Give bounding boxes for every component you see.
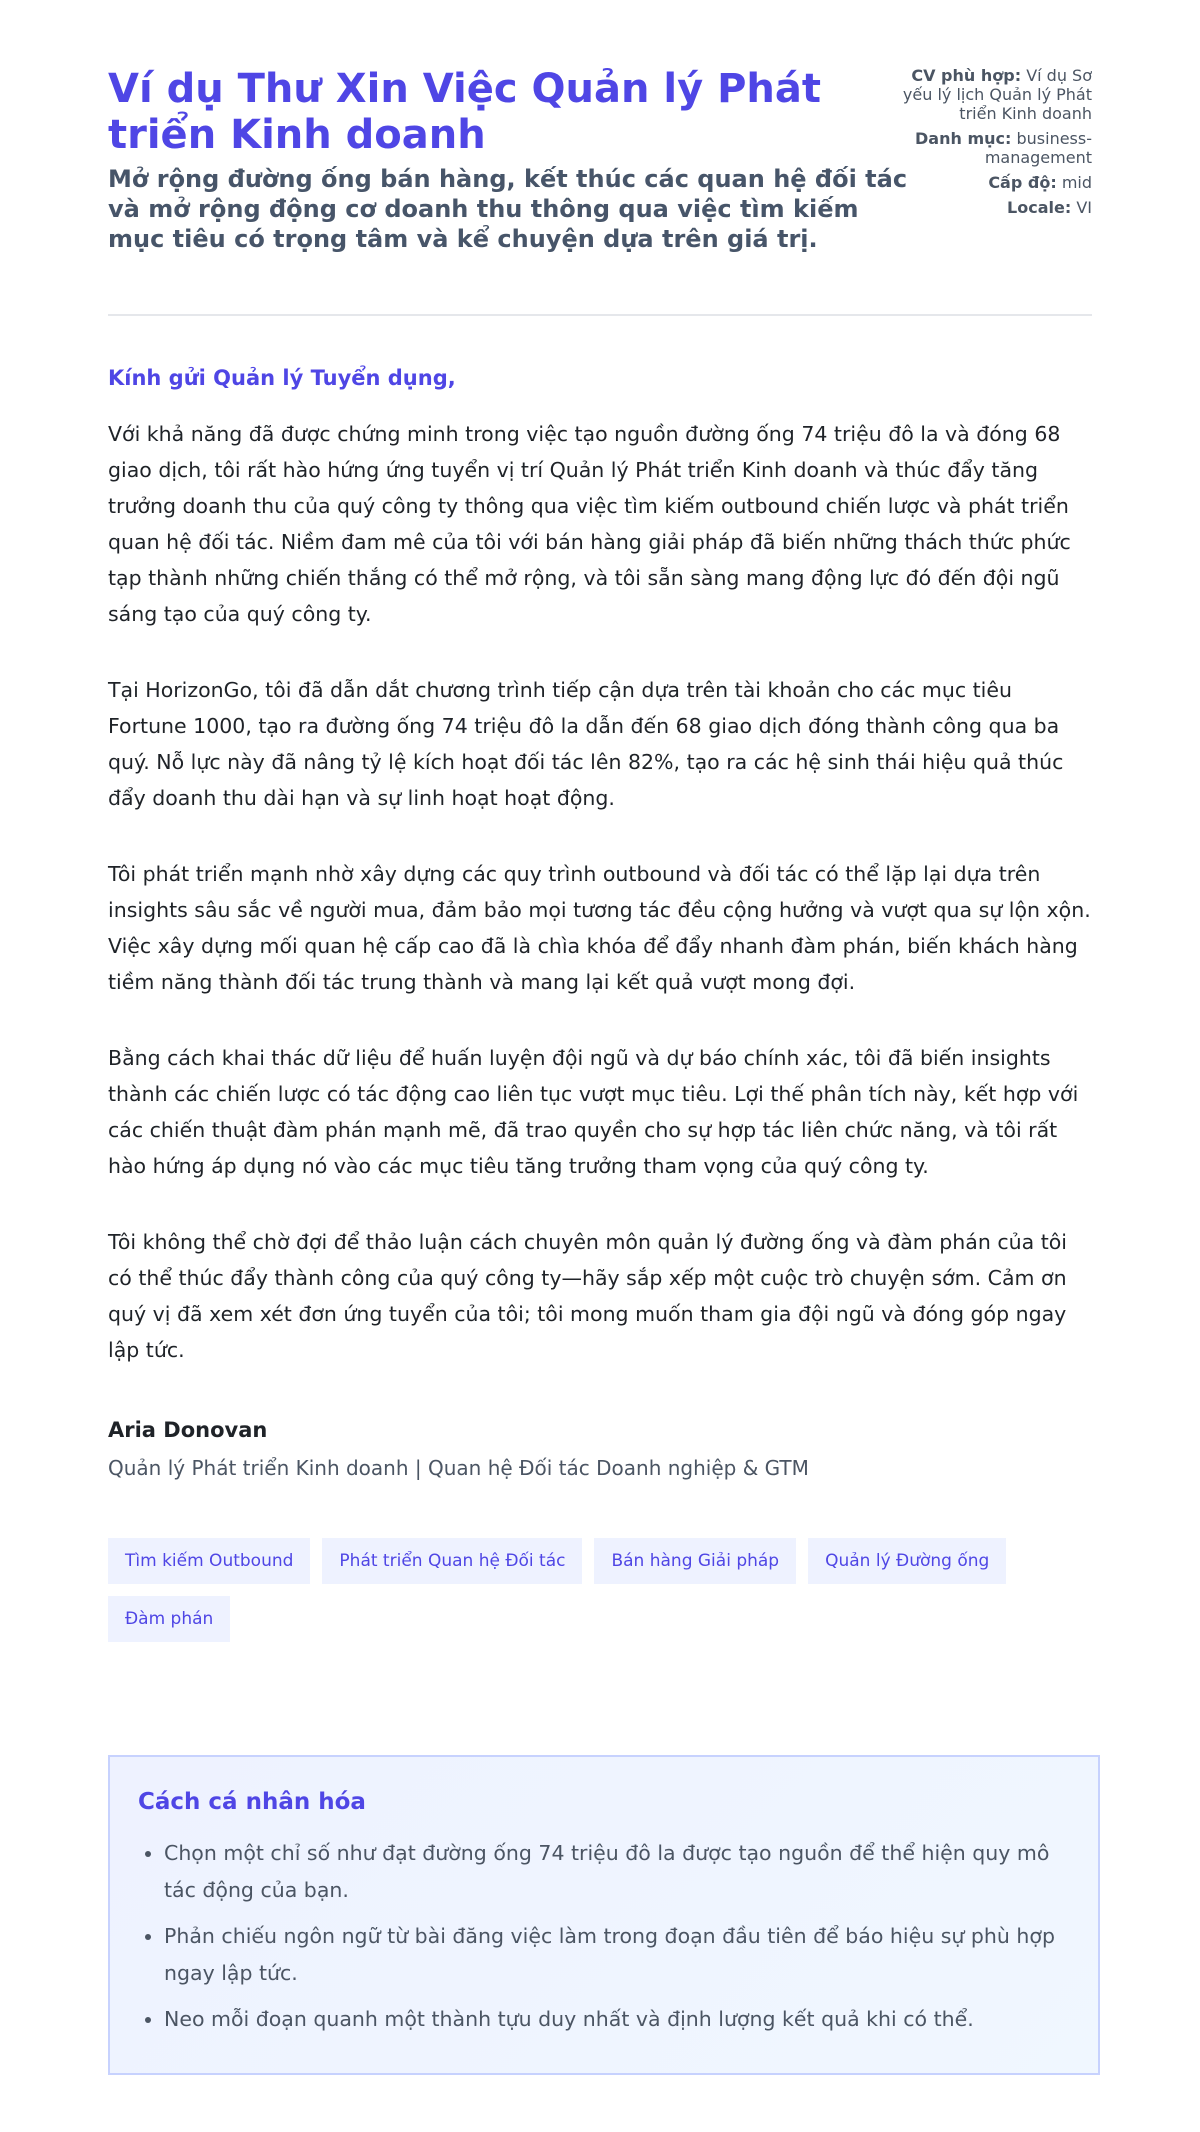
letter-paragraph: Bằng cách khai thác dữ liệu để huấn luyện đội ngũ và dự báo chính xác, tôi đã biến insights thành các chiến lược có tác động cao liên tục vượt mục tiêu. Lợi thế phân tích này, kết hợp với các chiến thuật đàm phán mạnh mẽ, đã trao quyền cho sự hợp tác liên chức năng, và tôi rất hào hứng áp dụng nó vào các mục tiêu tăng trưởng tham vọng của quý công ty. <box>108 1046 1079 1178</box>
meta-category-label: Danh mục: <box>915 129 1012 148</box>
tip-item: • Phản chiếu ngôn ngữ từ bài đăng việc làm trong đoạn đầu tiên để báo hiệu sự phù hợp ngay lập tức. <box>164 1918 1070 1992</box>
meta-level-value: mid <box>1061 173 1092 192</box>
letter-paragraph: Tôi phát triển mạnh nhờ xây dựng các quy trình outbound và đối tác có thể lặp lại dựa trên insights sâu sắc về người mua, đảm bảo mọi tương tác đều cộng hưởng và vượt qua sự lộn xộn. Việc xây dựng mối quan hệ cấp cao đã là chìa khóa để đẩy nhanh đàm phán, biến khách hàng tiềm năng thành đối tác trung thành và mang lại kết quả vượt mong đợi. <box>108 862 1091 994</box>
skill-tags <box>108 1538 1092 1654</box>
meta-cv <box>902 66 1092 123</box>
tips-title: Cách cá nhân hóa <box>138 1789 366 1815</box>
tip-item: • Chọn một chỉ số như đạt đường ống 74 triệu đô la được tạo nguồn để thể hiện quy mô tác động của bạn. <box>164 1835 1070 1909</box>
meta-category <box>902 129 1092 167</box>
signature-title: Quản lý Phát triển Kinh doanh | Quan hệ Đối tác Doanh nghiệp & GTM <box>108 1456 809 1480</box>
letter-greeting: Kính gửi Quản lý Tuyển dụng, <box>108 366 456 390</box>
letter-paragraph: Tôi không thể chờ đợi để thảo luận cách chuyên môn quản lý đường ống và đàm phán của tôi có thể thúc đẩy thành công của quý công ty—hãy sắp xếp một cuộc trò chuyện sớm. Cảm ơn quý vị đã xem xét đơn ứng tuyển của tôi; tôi mong muốn tham gia đội ngũ và đóng góp ngay lập tức. <box>108 1230 1067 1362</box>
meta-cv-value: Ví dụ Sơ yếu lý lịch Quản lý Phát triển Kinh doanh <box>902 66 1092 123</box>
letter-body <box>108 416 1092 1368</box>
tips-list <box>138 1835 1070 2038</box>
letter-paragraph: Tại HorizonGo, tôi đã dẫn dắt chương trình tiếp cận dựa trên tài khoản cho các mục tiêu Fortune 1000, tạo ra đường ống 74 triệu đô la dẫn đến 68 giao dịch đóng thành công qua ba quý. Nỗ lực này đã nâng tỷ lệ kích hoạt đối tác lên 82%, tạo ra các hệ sinh thái hiệu quả thúc đẩy doanh thu dài hạn và sự linh hoạt hoạt động. <box>108 678 1064 810</box>
meta-level-label: Cấp độ: <box>988 173 1057 192</box>
personalization-tips <box>108 1755 1100 2075</box>
meta-locale-label: Locale: <box>1007 198 1072 217</box>
meta-locale-value: VI <box>1076 198 1092 217</box>
signature-name: Aria Donovan <box>108 1418 268 1442</box>
page-title: Ví dụ Thư Xin Việc Quản lý Phát triển Kinh doanh <box>108 66 821 158</box>
tip-item: • Neo mỗi đoạn quanh một thành tựu duy nhất và định lượng kết quả khi có thể. <box>164 2001 1070 2038</box>
meta-locale <box>902 198 1092 217</box>
skill-tag: Phát triển Quan hệ Đối tác <box>322 1538 582 1584</box>
skill-tag: Quản lý Đường ống <box>808 1538 1006 1584</box>
meta-level <box>902 173 1092 192</box>
signature-block <box>108 1418 1092 1480</box>
page-header <box>108 0 1092 316</box>
meta-cv-label: CV phù hợp: <box>911 66 1022 85</box>
skill-tag: Bán hàng Giải pháp <box>594 1538 796 1584</box>
meta-category-value: business-management <box>984 129 1092 167</box>
skill-tag: Đàm phán <box>108 1596 230 1642</box>
letter-paragraph: Với khả năng đã được chứng minh trong việc tạo nguồn đường ống 74 triệu đô la và đóng 68 giao dịch, tôi rất hào hứng ứng tuyển vị trí Quản lý Phát triển Kinh doanh và thúc đẩy tăng trưởng doanh thu của quý công ty thông qua việc tìm kiếm outbound chiến lược và phát triển quan hệ đối tác. Niềm đam mê của tôi với bán hàng giải pháp đã biến những thách thức phức tạp thành những chiến thắng có thể mở rộng, và tôi sẵn sàng mang động lực đó đến đội ngũ sáng tạo của quý công ty. <box>108 422 1071 626</box>
skill-tag: Tìm kiếm Outbound <box>108 1538 310 1584</box>
page-subtitle: Mở rộng đường ống bán hàng, kết thúc các quan hệ đối tác và mở rộng động cơ doanh thu thông qua việc tìm kiếm mục tiêu có trọng tâm và kể chuyện dựa trên giá trị. <box>108 165 908 253</box>
meta-panel <box>902 66 1092 223</box>
